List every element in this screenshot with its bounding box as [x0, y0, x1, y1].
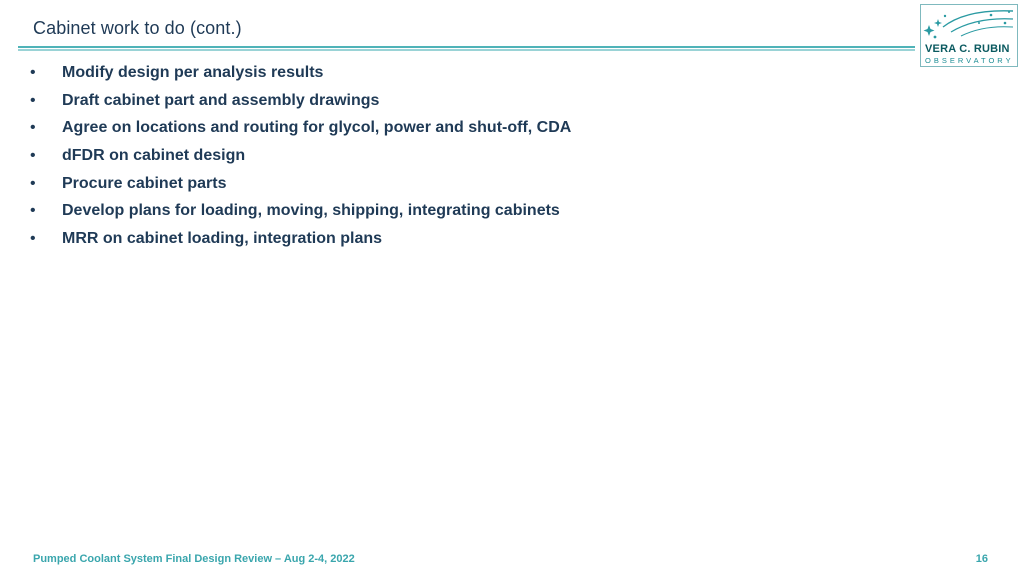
divider-line-bottom — [18, 49, 915, 51]
bullet-text: Agree on locations and routing for glycol, power and shut-off, CDA — [62, 119, 572, 137]
bullet-text: Modify design per analysis results — [62, 64, 324, 81]
title-divider — [18, 46, 915, 51]
bullet-text: MRR on cabinet loading, integration plans — [62, 230, 383, 248]
bullet-glyph: • — [30, 119, 36, 137]
bullet-glyph: • — [30, 202, 36, 220]
slide-title: Cabinet work to do (cont.) — [33, 18, 242, 38]
bullet-text: Develop plans for loading, moving, shipping, integrating cabinets — [62, 202, 560, 220]
observatory-logo — [920, 4, 1018, 67]
bullet-text: dFDR on cabinet design — [62, 147, 246, 165]
bullet-text: Draft cabinet part and assembly drawings — [62, 91, 380, 109]
bullet-text: Procure cabinet parts — [62, 174, 227, 192]
constellation-icon — [921, 5, 1017, 43]
divider-line-top — [18, 46, 915, 48]
logo-name: VERA C. RUBIN — [925, 43, 1010, 55]
logo-subtitle: OBSERVATORY — [925, 56, 1014, 65]
bullet-glyph: • — [30, 91, 36, 109]
bullet-glyph: • — [30, 174, 36, 192]
footer-text: Pumped Coolant System Final Design Review – Aug 2-4, 2022 — [33, 553, 355, 565]
bullet-glyph: • — [30, 230, 36, 248]
page-number: 16 — [975, 553, 988, 565]
bullet-glyph: • — [30, 147, 36, 165]
bullet-glyph: • — [30, 64, 36, 81]
